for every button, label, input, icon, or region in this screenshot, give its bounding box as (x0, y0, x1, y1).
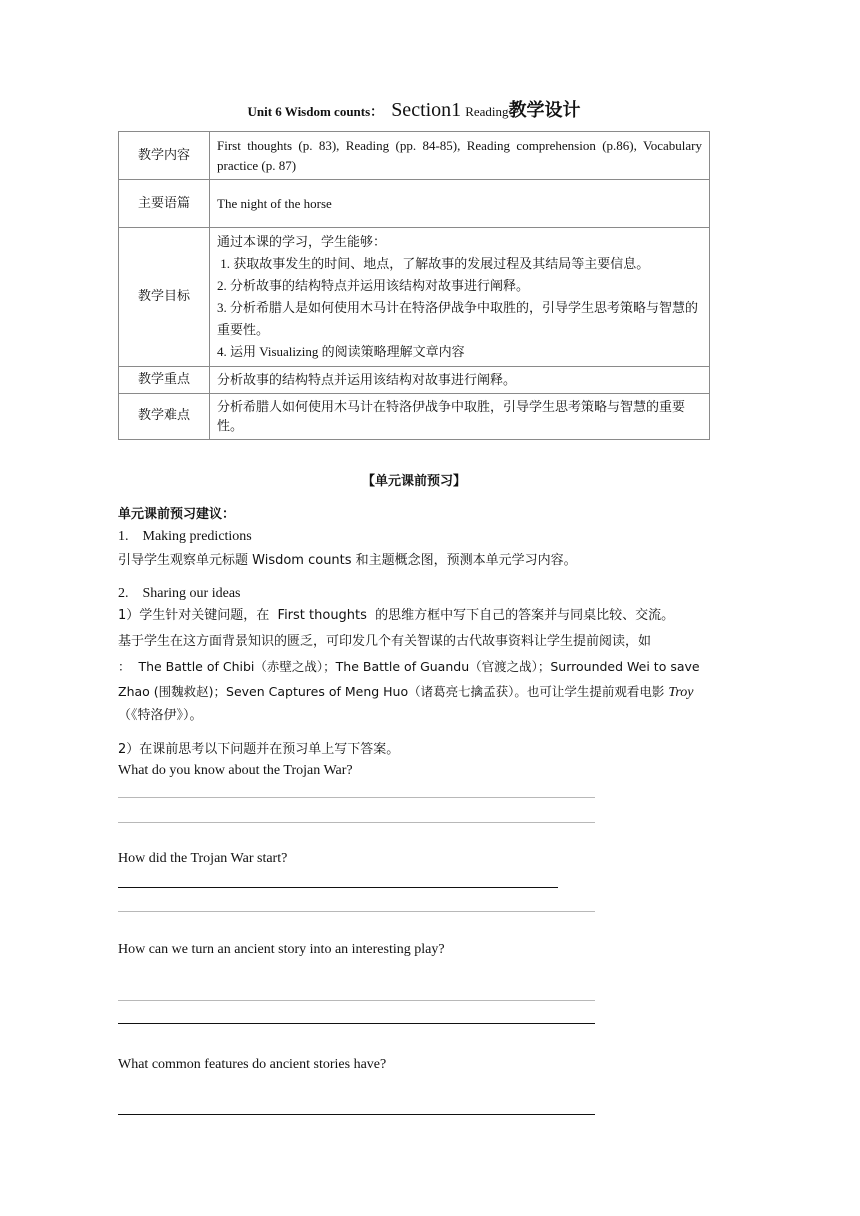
title-unit: Unit 6 Wisdom counts： (247, 104, 384, 119)
title-reading: Reading (465, 104, 509, 119)
row-value-objectives (210, 228, 710, 367)
objective-line: 3. 分析希腊人是如何使用木马计在特洛伊战争中取胜的，引导学生思考策略与智慧的重要性。 (217, 300, 699, 337)
item1-text: 引导学生观察单元标题 Wisdom counts 和主题概念图，预测本单元学习内容。 (118, 553, 577, 568)
row-label-content: 教学内容 (119, 132, 210, 180)
page-title (118, 96, 710, 122)
objective-line: 4. 运用 Visualizing 的阅读策略理解文章内容 (217, 344, 465, 359)
answer-line[interactable] (118, 1023, 595, 1024)
row-label-key-points: 教学重点 (119, 367, 210, 394)
row-label-objectives: 教学目标 (119, 228, 210, 367)
objective-line: 2. 分析故事的结构特点并运用该结构对故事进行阐释。 (217, 278, 530, 293)
answer-line[interactable] (118, 887, 558, 888)
lesson-plan-table (118, 131, 710, 440)
para1-line4 (118, 680, 738, 705)
title-design: 教学设计 (508, 100, 581, 121)
title-section: Section1 (391, 99, 462, 121)
row-label-main-text: 主要语篇 (119, 180, 210, 228)
objective-line: 通过本课的学习，学生能够： (217, 234, 387, 249)
item1-title: 1. Making predictions (118, 529, 252, 544)
table-row (119, 393, 710, 439)
row-value-main-text: The night of the horse (210, 180, 710, 228)
para1-line1: 1）学生针对关键问题，在 First thoughts 的思维方框中写下自己的答案并与同桌比较、交流。 (118, 608, 675, 623)
answer-line[interactable] (118, 797, 595, 798)
item2-title: 2. Sharing our ideas (118, 586, 241, 601)
para1-line3: ： The Battle of Chibi（赤壁之战）；The Battle of Guandu（官渡之战）；Surrounded Wei to save (118, 659, 700, 674)
row-value-difficulties: 分析希腊人如何使用木马计在特洛伊战争中取胜，引导学生思考策略与智慧的重要性。 (210, 393, 710, 439)
answer-line[interactable] (118, 1114, 595, 1115)
table-row (119, 228, 710, 367)
question-4: What common features do ancient stories have? (118, 1057, 387, 1072)
para1-line2: 基于学生在这方面背景知识的匮乏，可印发几个有关智谋的古代故事资料让学生提前阅读，如 (118, 634, 652, 649)
suggestion-title: 单元课前预习建议： (118, 507, 236, 522)
section-heading: 【单元课前预习】 (361, 474, 466, 489)
para1-line5: （《特洛伊》）。 (118, 708, 203, 723)
answer-line[interactable] (118, 1000, 595, 1001)
answer-line[interactable] (118, 822, 595, 823)
table-row (119, 367, 710, 394)
para1-line4-text: Zhao (围魏救赵)；Seven Captures of Meng Huo（诸葛亮七擒孟获）。也可让学生提前观看电影 (118, 684, 665, 699)
answer-line[interactable] (118, 911, 595, 912)
question-3: How can we turn an ancient story into an interesting play? (118, 942, 445, 957)
table-row (119, 180, 710, 228)
objective-line: 1. 获取故事发生的时间、地点，了解故事的发展过程及其结局等主要信息。 (217, 256, 650, 271)
para2: 2）在课前思考以下问题并在预习单上写下答案。 (118, 742, 400, 757)
row-label-difficulties: 教学难点 (119, 393, 210, 439)
question-1: What do you know about the Trojan War? (118, 763, 353, 778)
row-value-content: First thoughts (p. 83), Reading (pp. 84-85), Reading comprehension (p.86), Vocabulary practice (p. 87) (210, 132, 710, 180)
table-row (119, 132, 710, 180)
row-value-key-points: 分析故事的结构特点并运用该结构对故事进行阐释。 (210, 367, 710, 394)
question-2: How did the Trojan War start? (118, 851, 288, 866)
movie-title: Troy (668, 685, 694, 700)
